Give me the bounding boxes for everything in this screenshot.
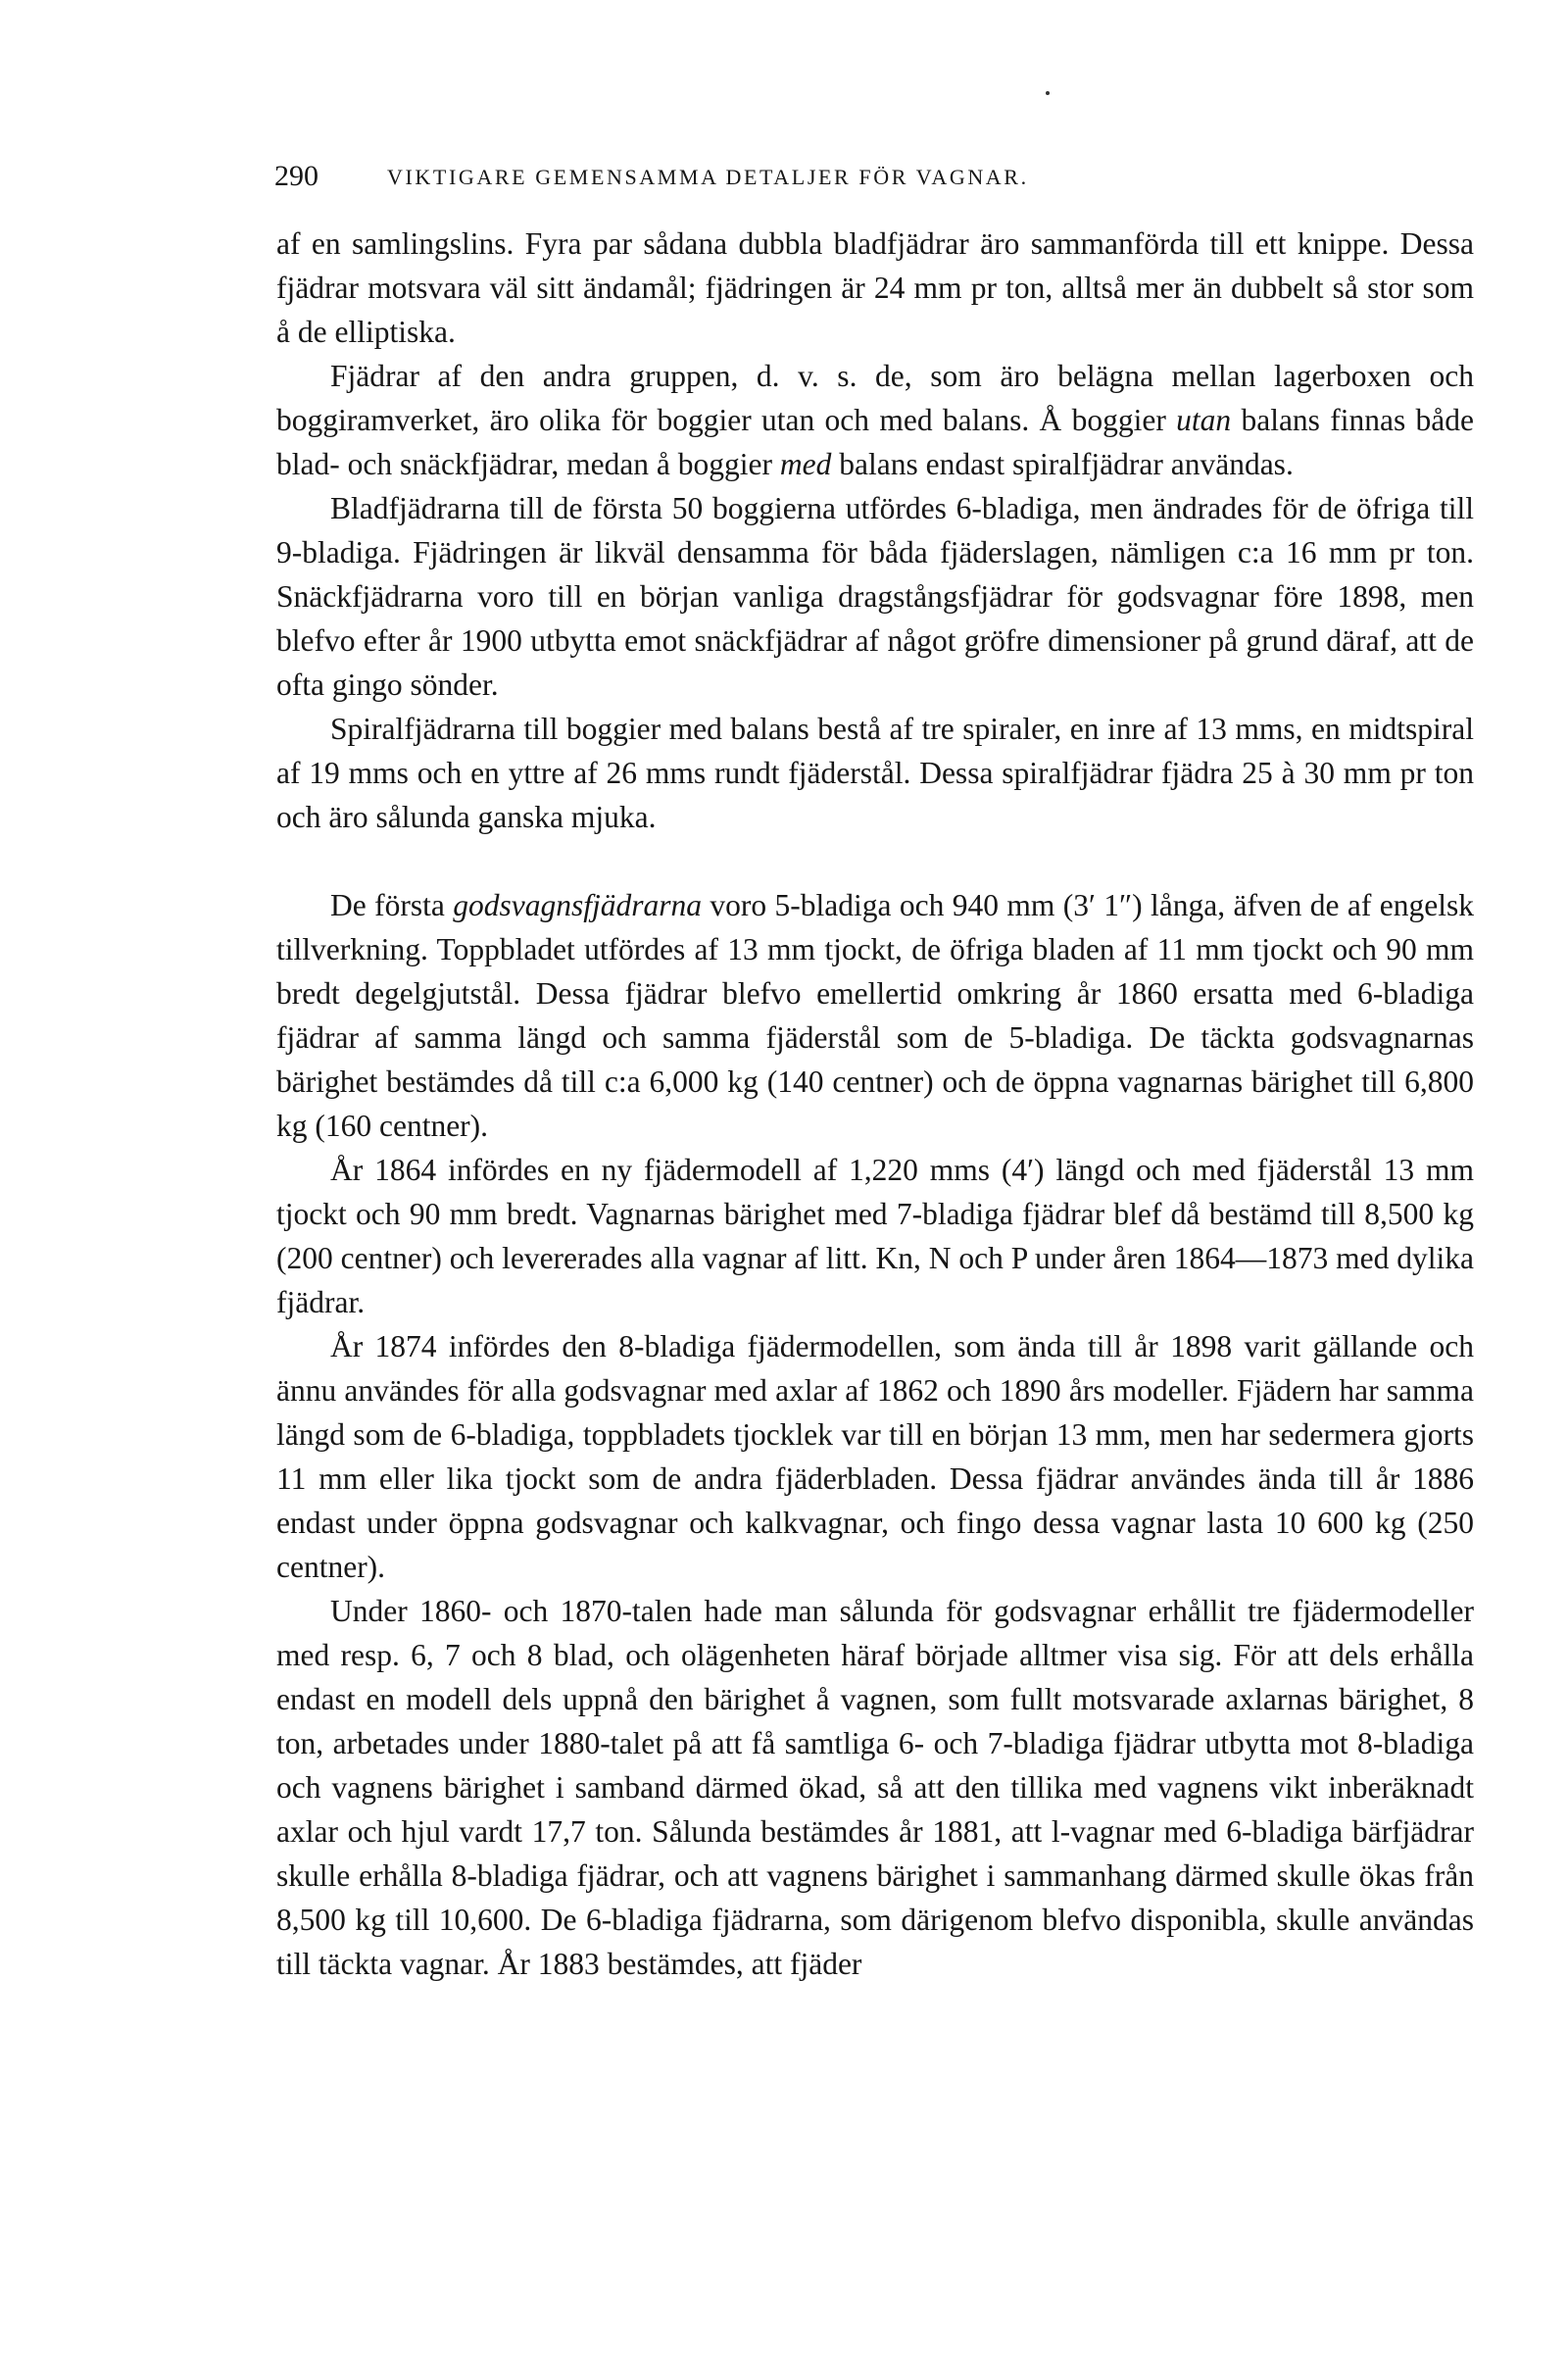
print-speck: [1046, 91, 1050, 95]
emphasis-godsvagnsfjadrarna: godsvagnsfjädrarna: [453, 888, 702, 922]
paragraph: År 1874 infördes den 8-bladiga fjädermodellen, som ända till år 1898 varit gällande och ännu användes för alla godsvagnar med axlar af 1862 och 1890 års modeller. Fjädern har samma längd som de 6-bladiga, toppbladets tjocklek var till en början 13 mm, men har sedermera gjorts 11 mm eller lika tjockt som de andra fjäderbladen. Dessa fjädrar användes ända till år 1886 endast under öppna godsvagnar och kalkvagnar, och fingo dessa vagnar lasta 10 600 kg (250 centner).: [276, 1329, 1474, 1584]
emphasis-med: med: [779, 447, 832, 481]
paragraph: Fjädrar af den andra gruppen, d. v. s. de, som äro belägna mellan lagerboxen och boggiramverket, äro olika för boggier utan och med balans. Å boggier utan balans finnas både blad- och snäckfjädrar, medan å boggier med balans endast spiralfjädrar användas.: [276, 359, 1475, 481]
section-break: [276, 839, 1474, 883]
body-text: [276, 222, 1474, 1986]
emphasis-utan: utan: [1176, 403, 1232, 437]
running-title: VIKTIGARE GEMENSAMMA DETALJER FÖR VAGNAR.: [387, 165, 1029, 189]
paragraph: Spiralfjädrarna till boggier med balans bestå af tre spiraler, en inre af 13 mms, en midtspiral af 19 mms och en yttre af 26 mms rundt fjäderstål. Dessa spiralfjädrar fjädra 25 à 30 mm pr ton och äro sålunda ganska mjuka.: [276, 712, 1474, 834]
paragraph: År 1864 infördes en ny fjädermodell af 1,220 mms (4′) längd och med fjäderstål 13 mm tjockt och 90 mm bredt. Vagnarnas bärighet med 7-bladiga fjädrar blef då bestämd till 8,500 kg (200 centner) och levererades alla vagnar af litt. Kn, N och P under åren 1864—1873 med dylika fjädrar.: [276, 1153, 1474, 1319]
page-header: [274, 157, 1294, 196]
page-number: 290: [274, 160, 318, 192]
paragraph: Bladfjädrarna till de första 50 boggierna utfördes 6-bladiga, men ändrades för de öfriga till 9-bladiga. Fjädringen är likväl densamma för båda fjäderslagen, nämligen c:a 16 mm pr ton. Snäckfjädrarna voro till en början vanliga dragstångsfjädrar för godsvagnar före 1898, men blefvo efter år 1900 utbytta emot snäckfjädrar af något gröfre dimensioner på grund däraf, att de ofta gingo sönder.: [276, 491, 1474, 702]
paragraph: af en samlingslins. Fyra par sådana dubbla bladfjädrar äro sammanförda till ett knippe. Dessa fjädrar motsvara väl sitt ändamål; fjädringen är 24 mm pr ton, alltså mer än dubbelt så stor som å de elliptiska.: [276, 226, 1474, 349]
paragraph: Under 1860- och 1870-talen hade man sålunda för godsvagnar erhållit tre fjädermodeller med resp. 6, 7 och 8 blad, och olägenheten häraf började alltmer visa sig. För att dels erhålla endast en modell dels uppnå den bärighet å vagnen, som fullt motsvarade axlarnas bärighet, 8 ton, arbetades under 1880-talet på att få samtliga 6- och 7-bladiga fjädrar utbytta mot 8-bladiga och vagnens bärighet i samband därmed ökad, så att den tillika med vagnens vikt inberäknadt axlar och hjul vardt 17,7 ton. Sålunda bestämdes år 1881, att l-vagnar med 6-bladiga bärfjädrar skulle erhålla 8-bladiga fjädrar, och att vagnens bärighet i sammanhang därmed skulle ökas från 8,500 kg till 10,600. De 6-bladiga fjädrarna, som därigenom blefvo disponibla, skulle användas till täckta vagnar. År 1883 bestämdes, att fjäder: [276, 1594, 1474, 1981]
paragraph: De första godsvagnsfjädrarna voro 5-bladiga och 940 mm (3′ 1″) långa, äfven de af engelsk tillverkning. Toppbladet utfördes af 13 mm tjockt, de öfriga bladen af 11 mm tjockt och 90 mm bredt degelgjutstål. Dessa fjädrar blefvo emellertid omkring år 1860 ersatta med 6-bladiga fjädrar af samma längd och samma fjäderstål som de 5-bladiga. De täckta godsvagnarnas bärighet bestämdes då till c:a 6,000 kg (140 centner) och de öppna vagnarnas bärighet till 6,800 kg (160 centner).: [276, 888, 1474, 1143]
